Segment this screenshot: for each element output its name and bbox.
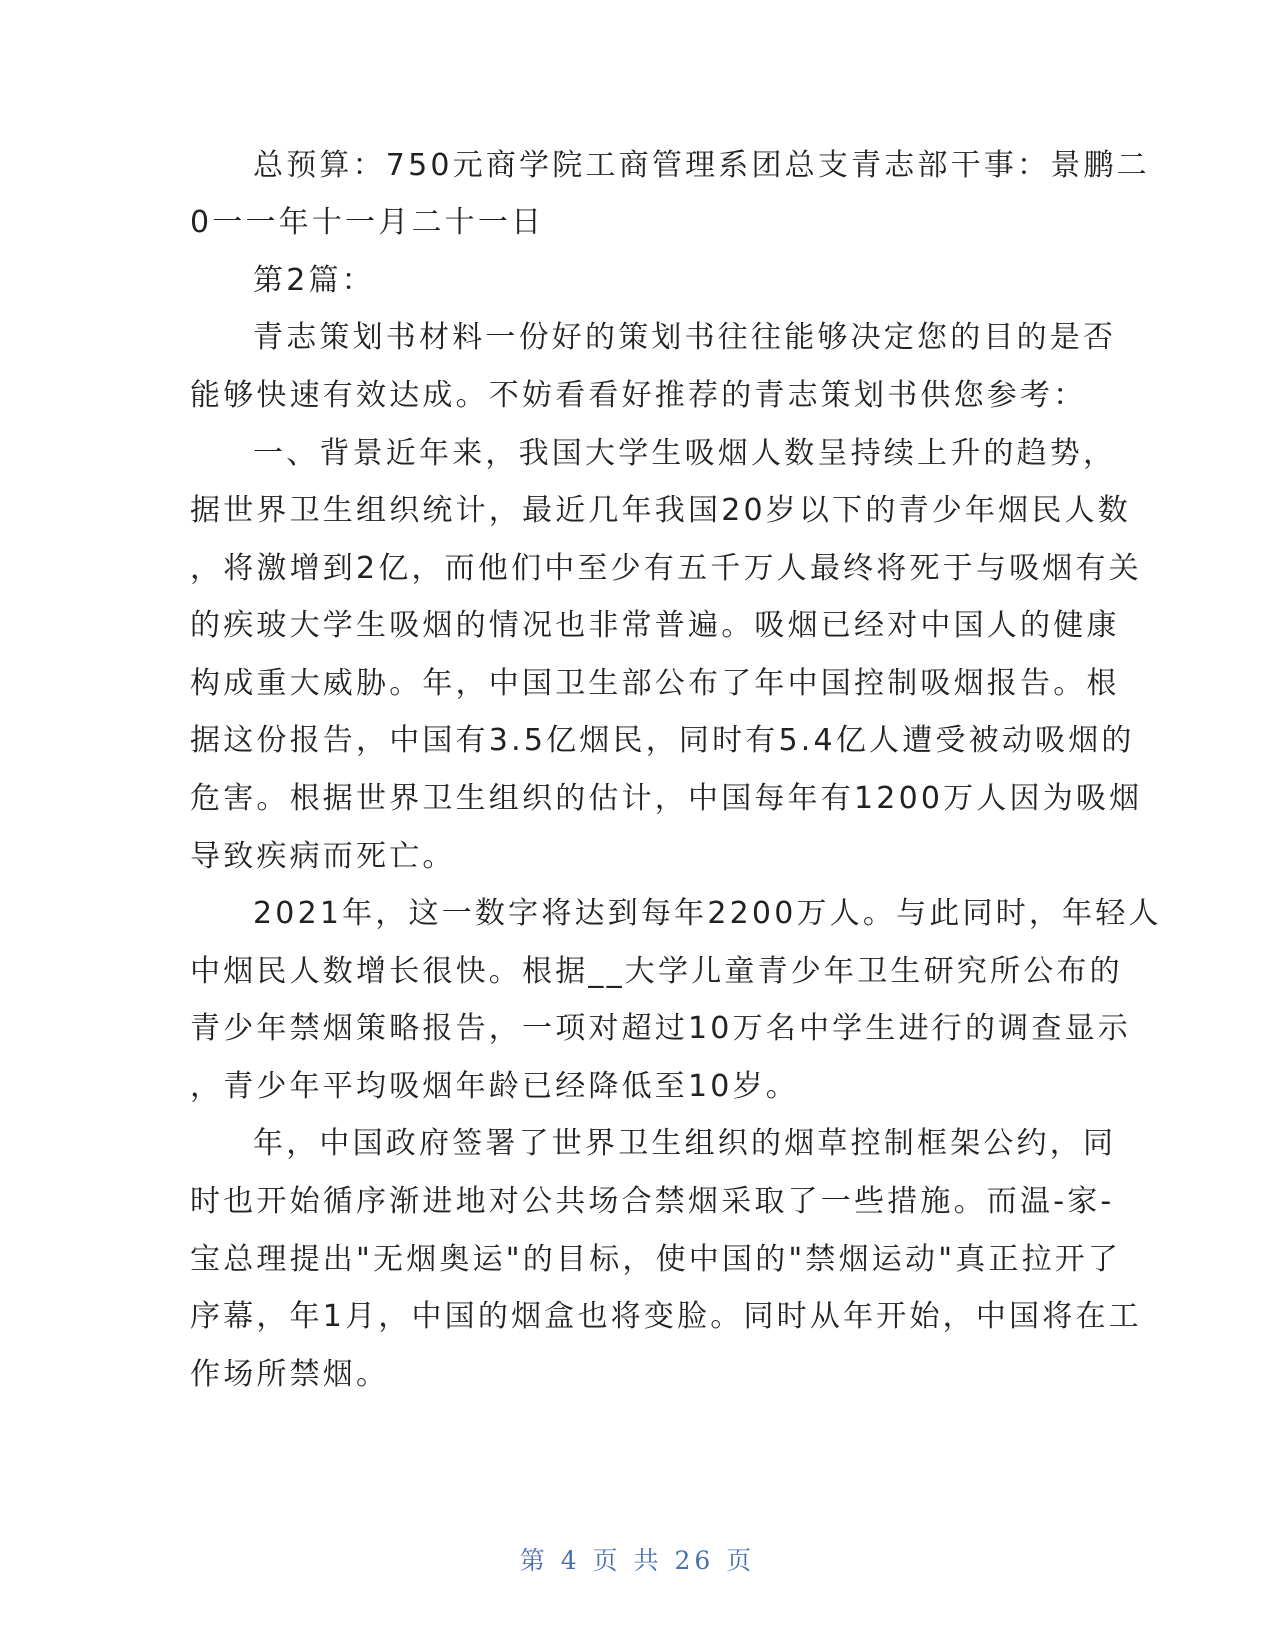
text-line: 总预算：750元商学院工商管理系团总支青志部干事：景鹏二 xyxy=(253,148,1150,183)
text-line: 年，中国政府签署了世界卫生组织的烟草控制框架公约，同 xyxy=(253,1126,1117,1161)
text-line: 危害。根据世界卫生组织的估计，中国每年有1200万人因为吸烟 xyxy=(190,781,1143,816)
text-line: 时也开始循序渐进地对公共场合禁烟采取了一些措施。而温-家- xyxy=(190,1184,1115,1219)
text-line: ，将激增到2亿，而他们中至少有五千万人最终将死于与吸烟有关 xyxy=(190,551,1142,586)
text-line: 导致疾病而死亡。 xyxy=(190,839,456,874)
text-line: ，青少年平均吸烟年龄已经降低至10岁。 xyxy=(190,1069,799,1104)
text-line: 2021年，这一数字将达到每年2200万人。与此同时，年轻人 xyxy=(253,896,1162,931)
text-line: 据世界卫生组织统计，最近几年我国20岁以下的青少年烟民人数 xyxy=(190,493,1131,528)
text-line: 作场所禁烟。 xyxy=(190,1357,390,1392)
text-line: 据这份报告，中国有3.5亿烟民，同时有5.4亿人遭受被动吸烟的 xyxy=(190,723,1135,758)
text-line: 构成重大威胁。年，中国卫生部公布了年中国控制吸烟报告。根 xyxy=(190,666,1120,701)
text-line: 中烟民人数增长很快。根据__大学儿童青少年卫生研究所公布的 xyxy=(190,954,1123,989)
text-line: 能够快速有效达成。不妨看看好推荐的青志策划书供您参考： xyxy=(190,378,1087,413)
text-line: 序幕，年1月，中国的烟盒也将变脸。同时从年开始，中国将在工 xyxy=(190,1299,1142,1334)
text-line: 宝总理提出"无烟奥运"的目标，使中国的"禁烟运动"真正拉开了 xyxy=(190,1242,1122,1277)
text-line: 第2篇： xyxy=(253,263,375,298)
text-line: 0一一年十一月二十一日 xyxy=(190,205,545,240)
text-line: 青志策划书材料一份好的策划书往往能够决定您的目的是否 xyxy=(253,320,1117,355)
text-line: 青少年禁烟策略报告，一项对超过10万名中学生进行的调查显示 xyxy=(190,1011,1131,1046)
page-number-footer: 第 4 页 共 26 页 xyxy=(519,1546,756,1575)
text-line: 一、背景近年来，我国大学生吸烟人数呈持续上升的趋势， xyxy=(253,436,1117,471)
text-line: 的疾玻大学生吸烟的情况也非常普遍。吸烟已经对中国人的健康 xyxy=(190,608,1120,643)
